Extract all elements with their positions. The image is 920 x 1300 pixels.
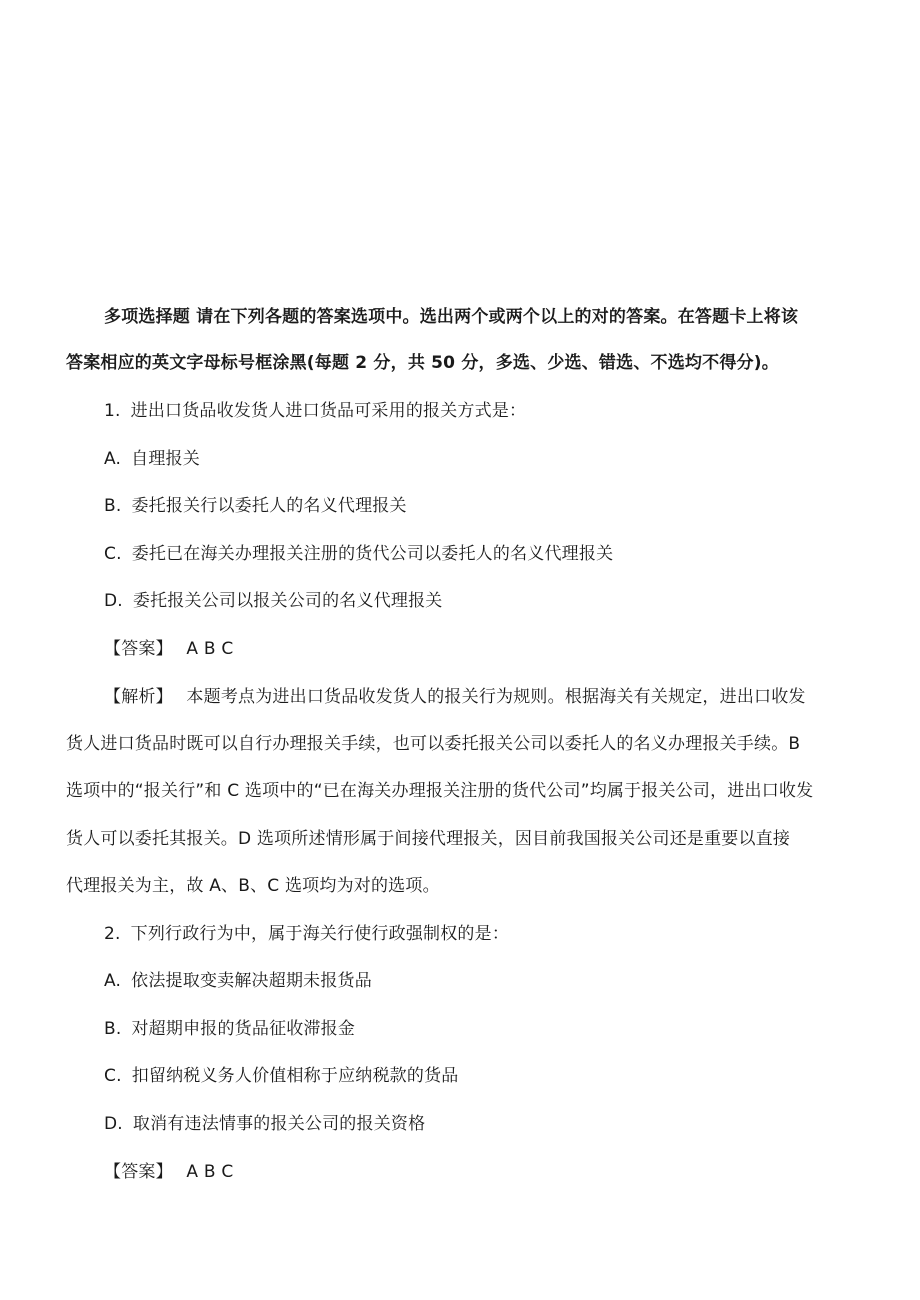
option-a [104,968,372,994]
option-text: 对超期申报的货品征收滞报金 [131,1019,356,1039]
option-c [104,1063,459,1089]
option-letter: D. [104,591,123,611]
analysis-line-3: 选项中的“报关行”和 C 选项中的“已在海关办理报关注册的货代公司”均属于报关公司，进出口收发 [66,781,814,801]
question-stem: 下列行政行为中，属于海关行使行政强制权的是： [130,924,510,944]
option-letter: C. [104,544,122,564]
analysis-line-2: 货人进口货品时既可以自行办理报关手续，也可以委托报关公司以委托人的名义办理报关手续。B [66,734,801,754]
option-a [104,446,200,472]
option-letter: B. [104,1019,122,1039]
analysis-line-4: 货人可以委托其报关。D 选项所述情形属于间接代理报关，因目前我国报关公司还是重要以直接 [66,829,791,849]
option-b [104,1016,355,1042]
option-letter: D. [104,1114,123,1134]
option-b [104,493,407,519]
answer-value: A B C [186,1162,234,1182]
question-stem: 进出口货品收发货人进口货品可采用的报关方式是： [130,401,527,421]
option-text: 取消有违法情事的报关公司的报关资格 [132,1114,426,1134]
question-2-stem-line [104,921,509,947]
answer-label: 【答案】 [104,639,173,659]
question-1-stem-line [104,398,526,424]
option-letter: C. [104,1066,122,1086]
answer-line [104,1159,233,1185]
analysis-text: 本题考点为进出口货品收发货人的报关行为规则。根据海关有关规定，进出口收发 [186,687,806,707]
question-number: 1. [104,401,121,421]
option-text: 委托已在海关办理报关注册的货代公司以委托人的名义代理报关 [131,544,614,564]
option-text: 委托报关公司以报关公司的名义代理报关 [132,591,443,611]
question-number: 2. [104,924,121,944]
option-letter: A. [104,971,122,991]
answer-label: 【答案】 [104,1162,173,1182]
option-c [104,541,613,567]
option-text: 依法提取变卖解决超期未报货品 [131,971,372,991]
option-d [104,588,443,614]
option-text: 扣留纳税义务人价值相称于应纳税款的货品 [131,1066,459,1086]
analysis-line-5: 代理报关为主，故 A、B、C 选项均为对的选项。 [66,876,440,896]
option-d [104,1111,425,1137]
analysis-label: 【解析】 [104,687,173,707]
section-intro-line-2: 答案相应的英文字母标号框涂黑(每题 2 分，共 50 分，多选、少选、错选、不选均不得分)。 [66,353,779,373]
answer-line [104,636,233,662]
option-letter: B. [104,496,122,516]
section-intro-line-1: 多项选择题 请在下列各题的答案选项中。选出两个或两个以上的对的答案。在答题卡上将该 [104,307,799,327]
answer-value: A B C [186,639,234,659]
option-text: 委托报关行以委托人的名义代理报关 [131,496,407,516]
option-text: 自理报关 [131,449,200,469]
option-letter: A. [104,449,122,469]
analysis-line-1 [104,684,806,710]
